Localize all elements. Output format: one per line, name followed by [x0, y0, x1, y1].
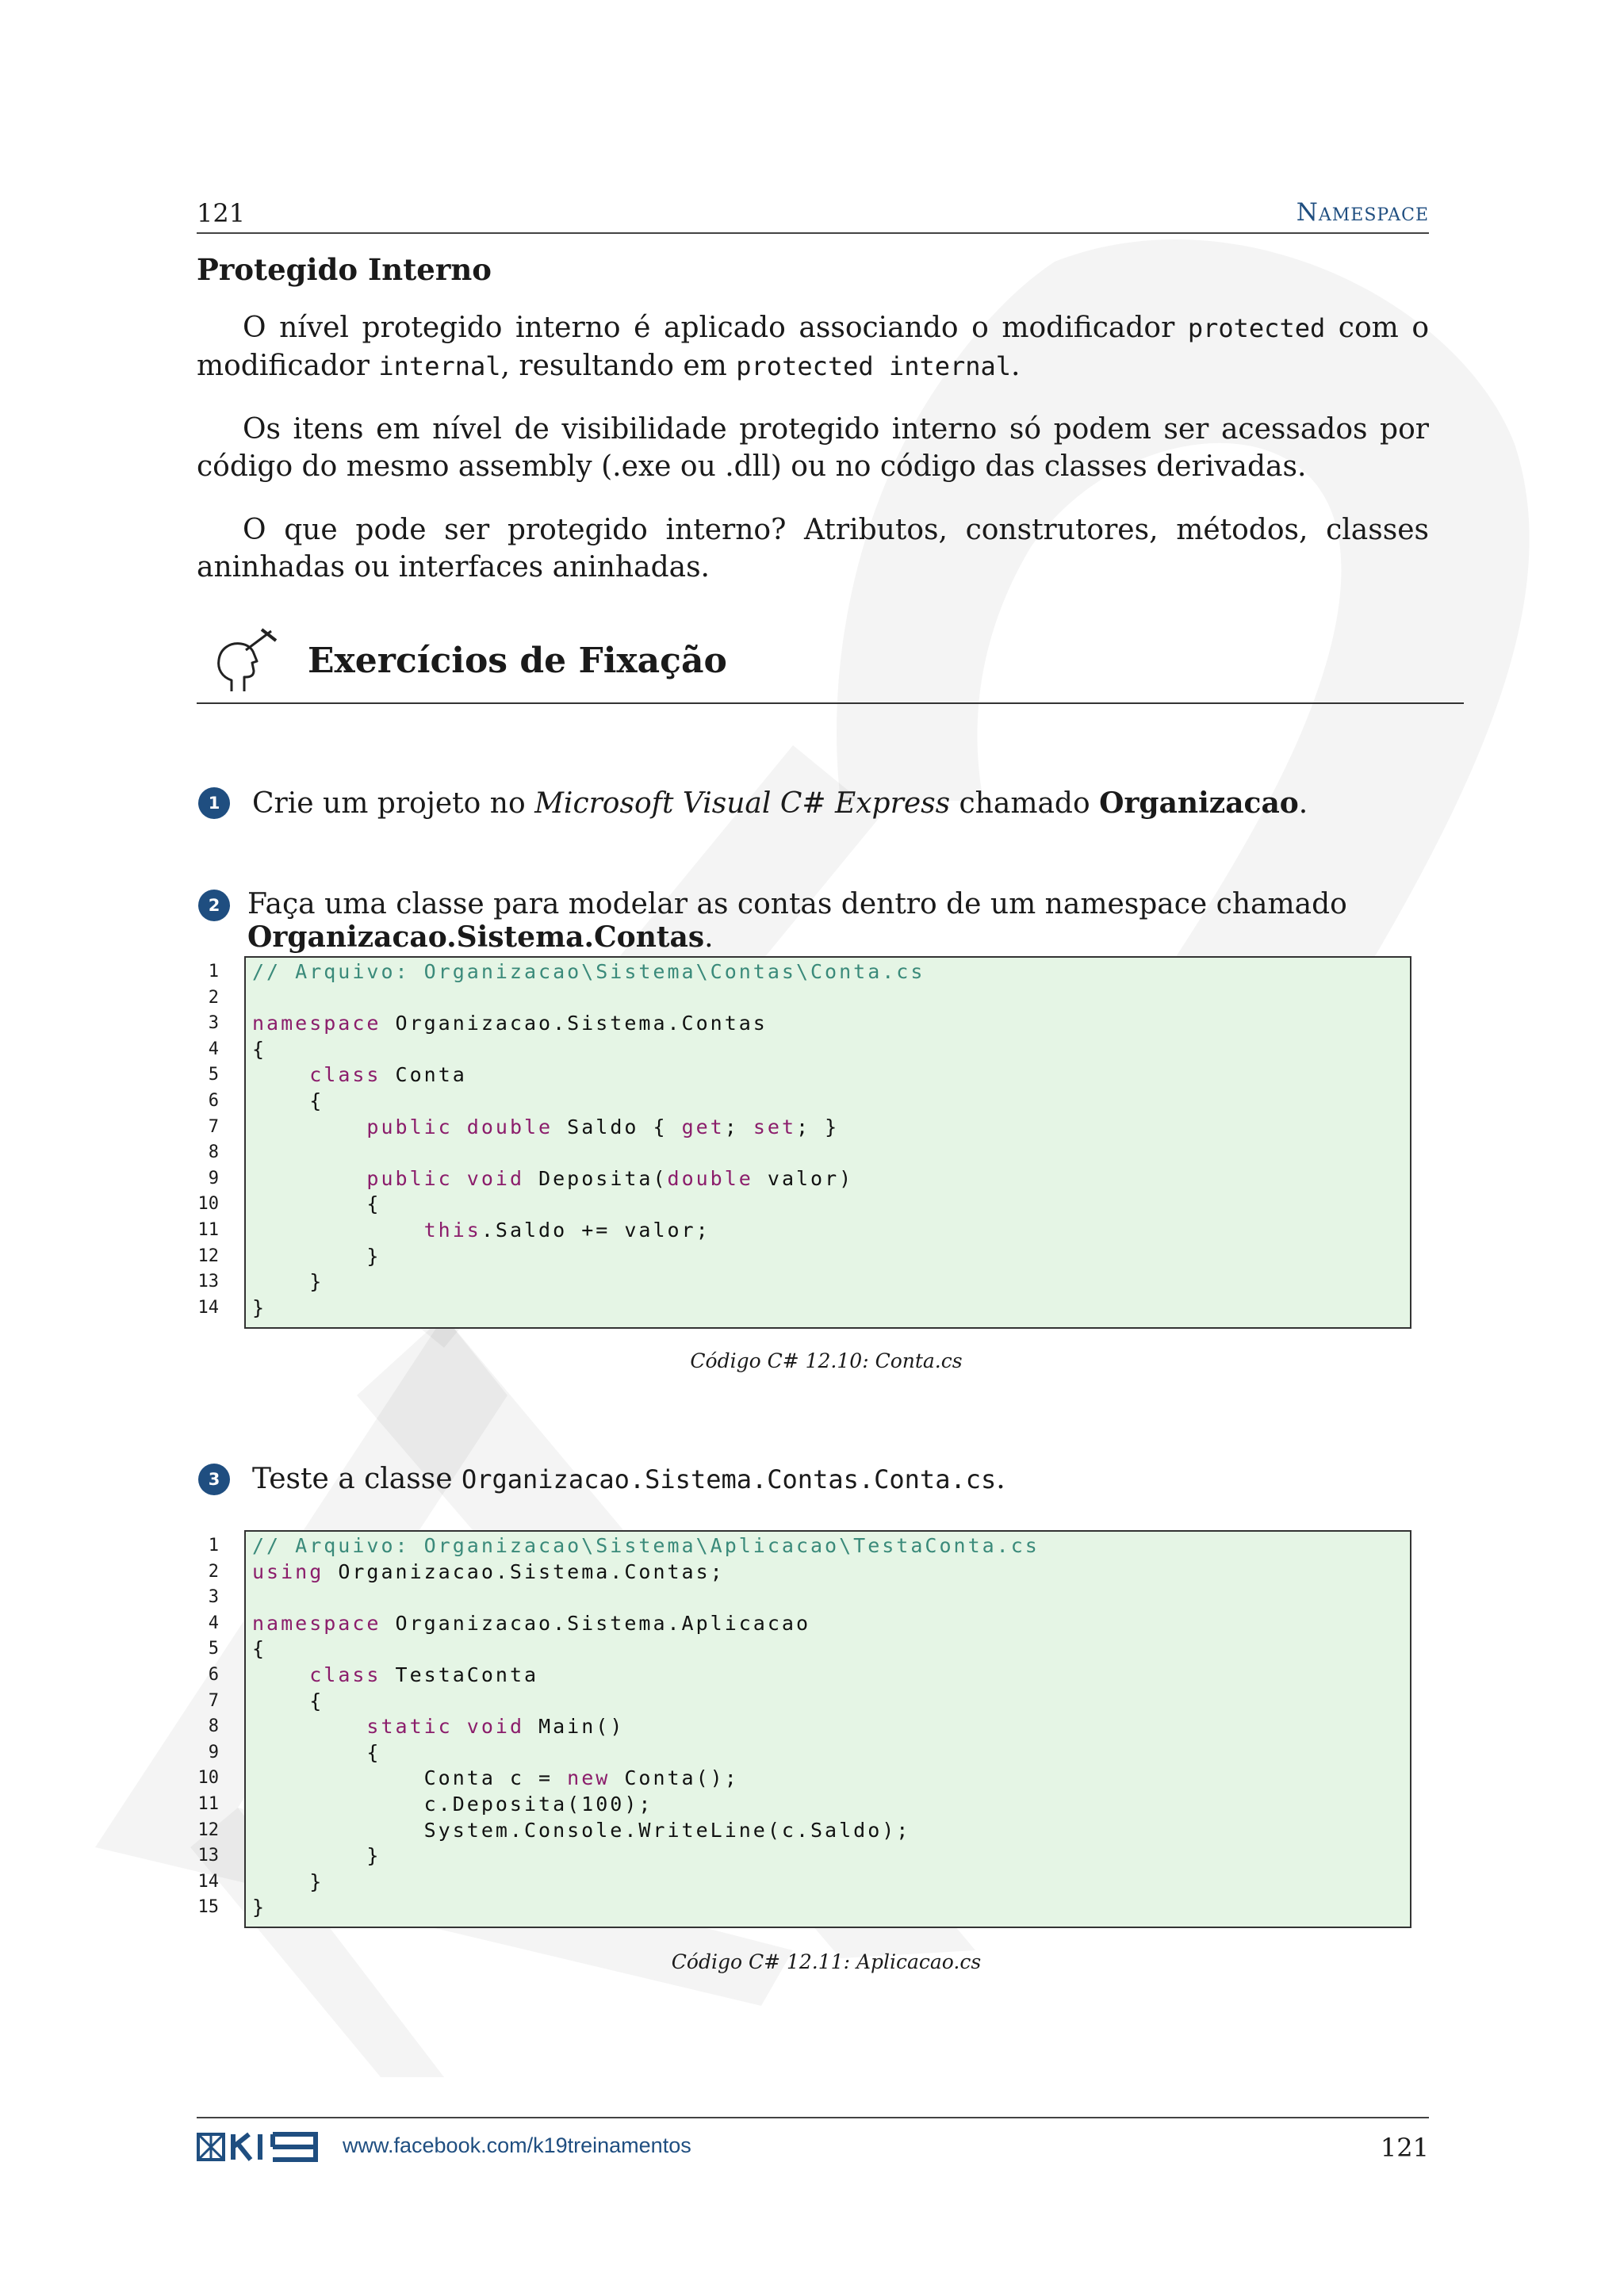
header-chapter-title: Namespace: [1296, 198, 1429, 227]
line-number: 13: [197, 1272, 219, 1292]
exercise-number-badge: 3: [198, 1464, 230, 1495]
line-number: 3: [208, 1587, 219, 1608]
code-line: [252, 1140, 925, 1166]
exercise-text: Teste a classe: [252, 1463, 462, 1495]
code-line: // Arquivo: Organizacao\Sistema\Contas\Conta.cs: [252, 960, 925, 983]
code-line: c.Deposita(100);: [252, 1792, 653, 1816]
paragraph-2: Os itens em nível de visibilidade protegido interno só podem ser acessados por código do mesmo assembly (.exe ou .dll) ou no código das classes derivadas.: [197, 413, 1429, 483]
footer-divider: [197, 2117, 1429, 2118]
line-number: 12: [197, 1246, 219, 1266]
line-number: 14: [197, 1297, 219, 1318]
line-number: 14: [197, 1871, 219, 1892]
code-line: [252, 985, 925, 1012]
header-divider: [197, 232, 1429, 234]
paragraph-1: [197, 309, 1429, 385]
inline-code: internal: [378, 351, 501, 381]
line-number: 15: [197, 1897, 219, 1918]
exercise-text: .: [996, 1463, 1005, 1495]
code-line: {: [252, 1192, 381, 1216]
code-line: {: [252, 1689, 324, 1712]
code-line: {: [252, 1037, 267, 1061]
code-line: // Arquivo: Organizacao\Sistema\Aplicacao\TestaConta.cs: [252, 1534, 1040, 1557]
line-number: 8: [208, 1142, 219, 1163]
paragraph-3: O que pode ser protegido interno? Atributos, construtores, métodos, classes aninhadas ou interfaces aninhadas.: [197, 514, 1429, 584]
line-number: 11: [197, 1219, 219, 1240]
paragraph-text: , resultando em: [500, 350, 737, 382]
header-page-number: 121: [197, 198, 246, 228]
line-number: 4: [208, 1613, 219, 1633]
code-line: Conta c = new Conta();: [252, 1766, 739, 1790]
exercise-text: .: [704, 921, 714, 954]
code-listing: [252, 1533, 1040, 1921]
line-number: 13: [197, 1846, 219, 1866]
code-line: [252, 1585, 1040, 1611]
code-caption: Código C# 12.11: Aplicacao.cs: [671, 1950, 982, 1973]
line-number: 10: [197, 1194, 219, 1215]
code-line: class Conta: [309, 1063, 467, 1087]
line-number: 9: [208, 1168, 219, 1188]
line-number: 12: [197, 1820, 219, 1840]
line-number: 7: [208, 1690, 219, 1711]
code-line: static void Main(): [366, 1715, 625, 1739]
inline-code: protected internal: [736, 351, 1012, 381]
code-line: {: [252, 1637, 267, 1661]
exercise-text: chamado: [950, 787, 1100, 820]
paragraph-text: .: [1011, 350, 1021, 382]
code-line: }: [252, 1295, 267, 1319]
exercises-heading: Exercícios de Fixação: [308, 641, 727, 681]
k19-logo: [197, 2131, 320, 2163]
code-line: {: [252, 1740, 381, 1764]
code-line: }: [252, 1869, 324, 1893]
code-line: {: [252, 1089, 324, 1112]
exercise-text: Faça uma classe para modelar as contas dentro de um namespace chamado: [247, 888, 1347, 920]
exercise-text: .: [1298, 787, 1308, 820]
line-numbers: [195, 959, 219, 1321]
paragraph-text: O nível protegido interno é aplicado associando o modificador: [243, 312, 1188, 344]
footer-page-number: 121: [1380, 2133, 1429, 2163]
line-number: 9: [208, 1742, 219, 1762]
line-number: 3: [208, 1013, 219, 1034]
code-line: this.Saldo += valor;: [423, 1218, 710, 1242]
code-line: }: [252, 1896, 267, 1919]
project-name: Organizacao: [1099, 786, 1299, 820]
exercise-3-text: [252, 1463, 1005, 1495]
code-line: }: [252, 1270, 324, 1294]
code-line: System.Console.WriteLine(c.Saldo);: [252, 1818, 911, 1842]
code-line: public double Saldo { get; set; }: [366, 1115, 840, 1138]
exercise-number-badge: 1: [198, 787, 230, 819]
line-number: 2: [208, 987, 219, 1008]
line-number: 6: [208, 1664, 219, 1685]
exercise-1-text: [252, 786, 1308, 820]
code-line: using Organizacao.Sistema.Contas;: [252, 1559, 725, 1583]
thinking-head-icon: [208, 626, 279, 698]
paragraph-text: com o modificador: [197, 312, 1429, 382]
line-number: 8: [208, 1716, 219, 1737]
line-number: 6: [208, 1090, 219, 1111]
code-listing: [252, 959, 925, 1321]
namespace-name: Organizacao.Sistema.Contas: [247, 920, 705, 954]
inline-code: Organizacao.Sistema.Contas.Conta.cs: [461, 1464, 997, 1494]
line-number: 10: [197, 1768, 219, 1789]
code-line: public void Deposita(double valor): [366, 1166, 854, 1190]
line-number: 5: [208, 1065, 219, 1085]
line-number: 11: [197, 1793, 219, 1814]
line-number: 5: [208, 1639, 219, 1659]
line-number: 1: [208, 962, 219, 982]
code-line: }: [252, 1244, 381, 1268]
exercise-number-badge: 2: [198, 890, 230, 921]
code-line: namespace Organizacao.Sistema.Contas: [252, 1012, 768, 1035]
exercise-2-text: [247, 888, 1624, 954]
inline-code: protected: [1187, 313, 1326, 343]
code-line: }: [252, 1844, 381, 1868]
line-number: 1: [208, 1536, 219, 1556]
code-caption: Código C# 12.10: Conta.cs: [690, 1349, 963, 1372]
product-name: Microsoft Visual C# Express: [534, 787, 951, 820]
code-line: class TestaConta: [309, 1663, 539, 1686]
exercises-divider: [197, 702, 1464, 704]
line-number: 2: [208, 1561, 219, 1582]
exercise-text: Crie um projeto no: [252, 787, 535, 820]
footer-facebook-link[interactable]: www.facebook.com/k19treinamentos: [343, 2133, 691, 2157]
line-number: 7: [208, 1116, 219, 1137]
section-heading: Protegido Interno: [197, 252, 492, 287]
line-number: 4: [208, 1039, 219, 1059]
line-numbers: [195, 1533, 219, 1921]
code-line: namespace Organizacao.Sistema.Aplicacao: [252, 1611, 811, 1635]
